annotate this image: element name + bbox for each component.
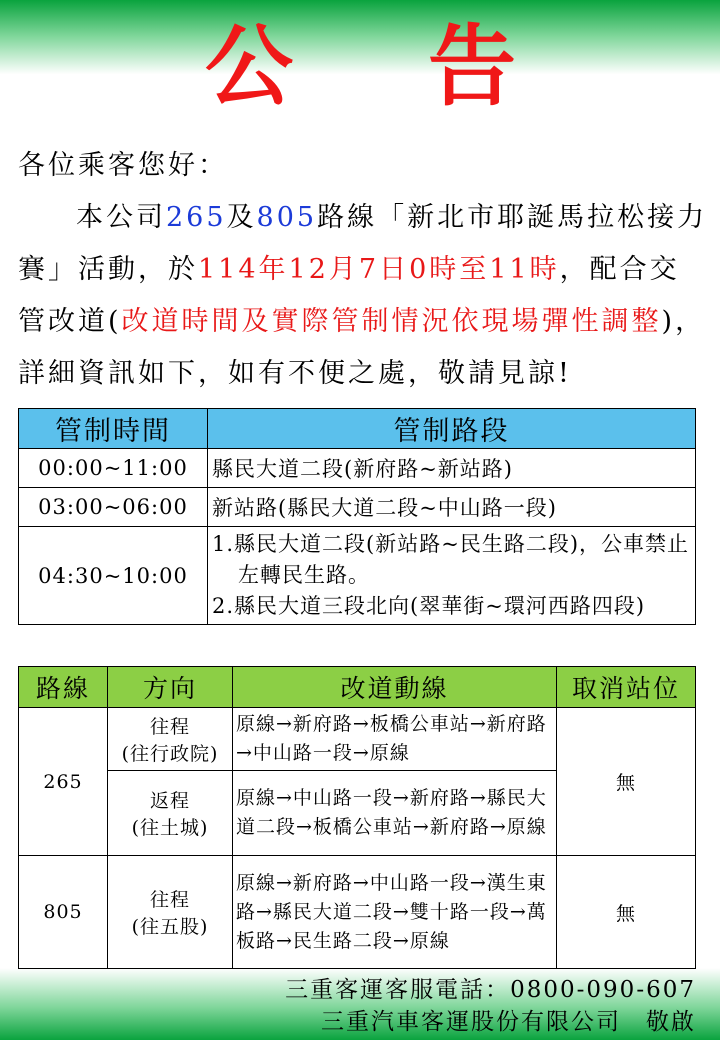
control-header-time: 管制時間 xyxy=(19,409,208,449)
direction-destination: (往土城) xyxy=(131,817,209,839)
notice-title xyxy=(0,16,720,116)
customer-service-phone: 三重客運客服電話：0800-090-607 xyxy=(285,977,696,1003)
table-row xyxy=(19,449,696,488)
control-segment: 縣民大道二段(新府路~新站路) xyxy=(208,449,696,488)
table-row xyxy=(19,527,696,625)
list-item: 2.縣民大道三段北向(翠華街~環河西路四段) xyxy=(212,594,646,618)
intro-text-5: )，詳細資訊如下，如有不便之處，敬請見諒! xyxy=(18,306,706,389)
direction-label: 往程 xyxy=(149,889,190,911)
route-header-route: 路線 xyxy=(19,667,108,708)
control-time: 03:00~06:00 xyxy=(19,488,208,527)
control-table xyxy=(18,408,696,625)
detour-path: 原線→中山路一段→新府路→縣民大道二段→板橋公車站→新府路→原線 xyxy=(233,771,557,856)
intro-text-3: 路線「新北市耶誕馬拉松接力賽」活動，於 xyxy=(18,202,708,285)
route-direction xyxy=(108,708,233,771)
control-time: 00:00~11:00 xyxy=(19,449,208,488)
route-table xyxy=(18,666,696,969)
event-date: 114年12月7日0時至11時 xyxy=(198,254,560,285)
control-header-segment: 管制路段 xyxy=(208,409,696,449)
greeting: 各位乘客您好： xyxy=(18,150,228,181)
control-time: 04:30~10:00 xyxy=(19,527,208,625)
cancelled-stops: 無 xyxy=(557,708,696,856)
detour-path: 原線→新府路→板橋公車站→新府路→中山路一段→原線 xyxy=(233,708,557,771)
direction-destination: (往行政院) xyxy=(121,743,219,765)
route-header-direction: 方向 xyxy=(108,667,233,708)
route-number: 265 xyxy=(19,708,108,856)
table-row xyxy=(19,488,696,527)
intro-text-1: 本公司 xyxy=(76,202,166,233)
route-header-row xyxy=(19,667,696,708)
title-char-2: 告 xyxy=(428,14,517,118)
route-direction xyxy=(108,771,233,856)
table-row xyxy=(19,856,696,969)
direction-destination: (往五股) xyxy=(131,916,209,938)
adjustment-note: 改道時間及實際管制情況依現場彈性調整 xyxy=(121,306,662,337)
footer xyxy=(285,974,696,1038)
table-row xyxy=(19,708,696,771)
cancelled-stops: 無 xyxy=(557,856,696,969)
intro-text-4: ，配合交管改道( xyxy=(18,254,680,337)
route-805-highlight: 805 xyxy=(256,202,318,233)
detour-path: 原線→新府路→中山路一段→漢生東路→縣民大道二段→雙十路一段→萬板路→民生路二段→原線 xyxy=(233,856,557,969)
list-item: 1.縣民大道二段(新站路~民生路二段)，公車禁止左轉民生路。 xyxy=(212,532,690,587)
control-header-row xyxy=(19,409,696,449)
intro-text xyxy=(18,140,708,400)
control-segment: 新站路(縣民大道二段~中山路一段) xyxy=(208,488,696,527)
route-number: 805 xyxy=(19,856,108,969)
title-char-1: 公 xyxy=(205,14,294,118)
route-header-path: 改道動線 xyxy=(233,667,557,708)
control-segment-list xyxy=(208,527,696,625)
company-signature: 三重汽車客運股份有限公司 敬啟 xyxy=(321,1009,696,1035)
route-direction xyxy=(108,856,233,969)
route-265-highlight: 265 xyxy=(166,202,227,233)
direction-label: 返程 xyxy=(149,790,190,812)
intro-paragraph xyxy=(18,192,708,400)
route-header-cancel: 取消站位 xyxy=(557,667,696,708)
direction-label: 往程 xyxy=(149,716,190,738)
intro-text-2: 及 xyxy=(226,202,257,233)
